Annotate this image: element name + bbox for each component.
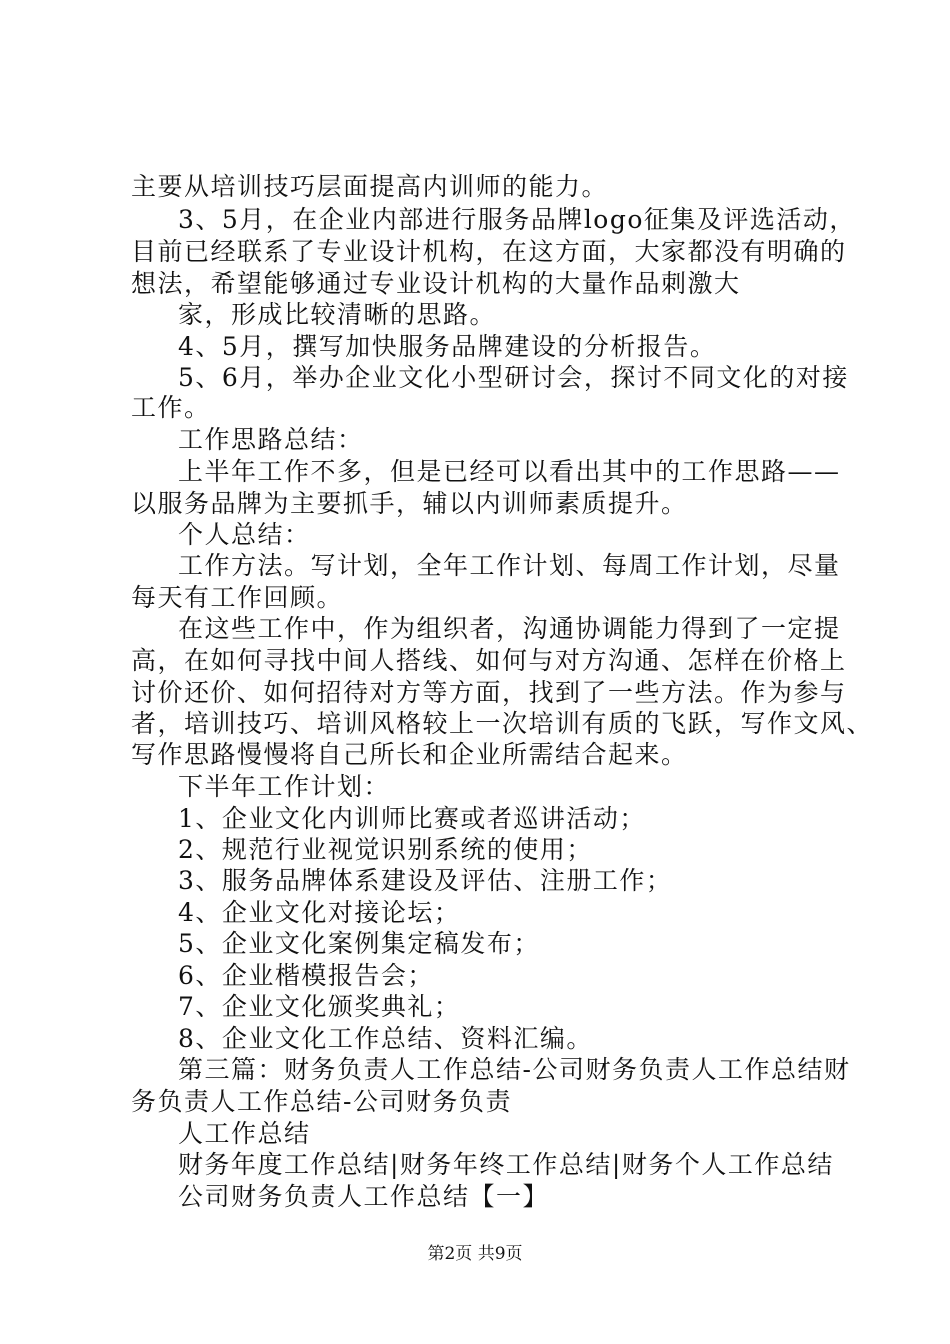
body-line: 讨价还价、如何招待对方等方面，找到了一些方法。作为参与 xyxy=(131,678,847,707)
list-item: 8、企业文化工作总结、资料汇编。 xyxy=(178,1024,593,1053)
section-heading: 个人总结： xyxy=(178,520,311,549)
body-line: 财务年度工作总结|财务年终工作总结|财务个人工作总结 xyxy=(178,1150,834,1179)
list-item: 2、规范行业视觉识别系统的使用； xyxy=(178,835,593,864)
chapter-title: 第三篇：财务负责人工作总结-公司财务负责人工作总结财 xyxy=(178,1055,851,1084)
body-line: 3、5月，在企业内部进行服务品牌logo征集及评选活动， xyxy=(178,205,856,234)
body-line: 每天有工作回顾。 xyxy=(131,583,344,612)
body-line: 工作方法。写计划，全年工作计划、每周工作计划，尽量 xyxy=(178,551,841,580)
body-line: 工作。 xyxy=(131,393,211,422)
list-item: 6、企业楷模报告会； xyxy=(178,961,434,990)
body-line: 写作思路慢慢将自己所长和企业所需结合起来。 xyxy=(131,740,688,769)
body-line: 以服务品牌为主要抓手，辅以内训师素质提升。 xyxy=(131,489,688,518)
body-line: 在这些工作中，作为组织者，沟通协调能力得到了一定提 xyxy=(178,614,841,643)
body-line: 公司财务负责人工作总结【一】 xyxy=(178,1182,550,1211)
list-item: 4、企业文化对接论坛； xyxy=(178,898,461,927)
page-footer: 第2页 共9页 xyxy=(427,1244,523,1264)
list-item: 7、企业文化颁奖典礼； xyxy=(178,992,461,1021)
list-item: 5、企业文化案例集定稿发布； xyxy=(178,929,540,958)
section-heading: 工作思路总结： xyxy=(178,425,364,454)
body-line: 想法，希望能够通过专业设计机构的大量作品刺激大 xyxy=(131,269,741,298)
section-heading: 下半年工作计划： xyxy=(178,772,391,801)
body-line: 4、5月，撰写加快服务品牌建设的分析报告。 xyxy=(178,332,717,361)
body-line: 目前已经联系了专业设计机构，在这方面，大家都没有明确的 xyxy=(131,237,847,266)
body-line: 主要从培训技巧层面提高内训师的能力。 xyxy=(131,172,609,201)
list-item: 3、服务品牌体系建设及评估、注册工作； xyxy=(178,866,673,895)
chapter-title: 务负责人工作总结-公司财务负责 xyxy=(131,1087,512,1116)
body-line: 家，形成比较清晰的思路。 xyxy=(178,300,497,329)
body-line: 上半年工作不多，但是已经可以看出其中的工作思路—— xyxy=(178,457,841,486)
body-line: 高，在如何寻找中间人搭线、如何与对方沟通、怎样在价格上 xyxy=(131,646,847,675)
body-line: 者，培训技巧、培训风格较上一次培训有质的飞跃，写作文风、 xyxy=(131,709,874,738)
body-line: 人工作总结 xyxy=(178,1119,311,1148)
list-item: 1、企业文化内训师比赛或者巡讲活动； xyxy=(178,804,646,833)
body-line: 5、6月，举办企业文化小型研讨会，探讨不同文化的对接 xyxy=(178,363,849,392)
